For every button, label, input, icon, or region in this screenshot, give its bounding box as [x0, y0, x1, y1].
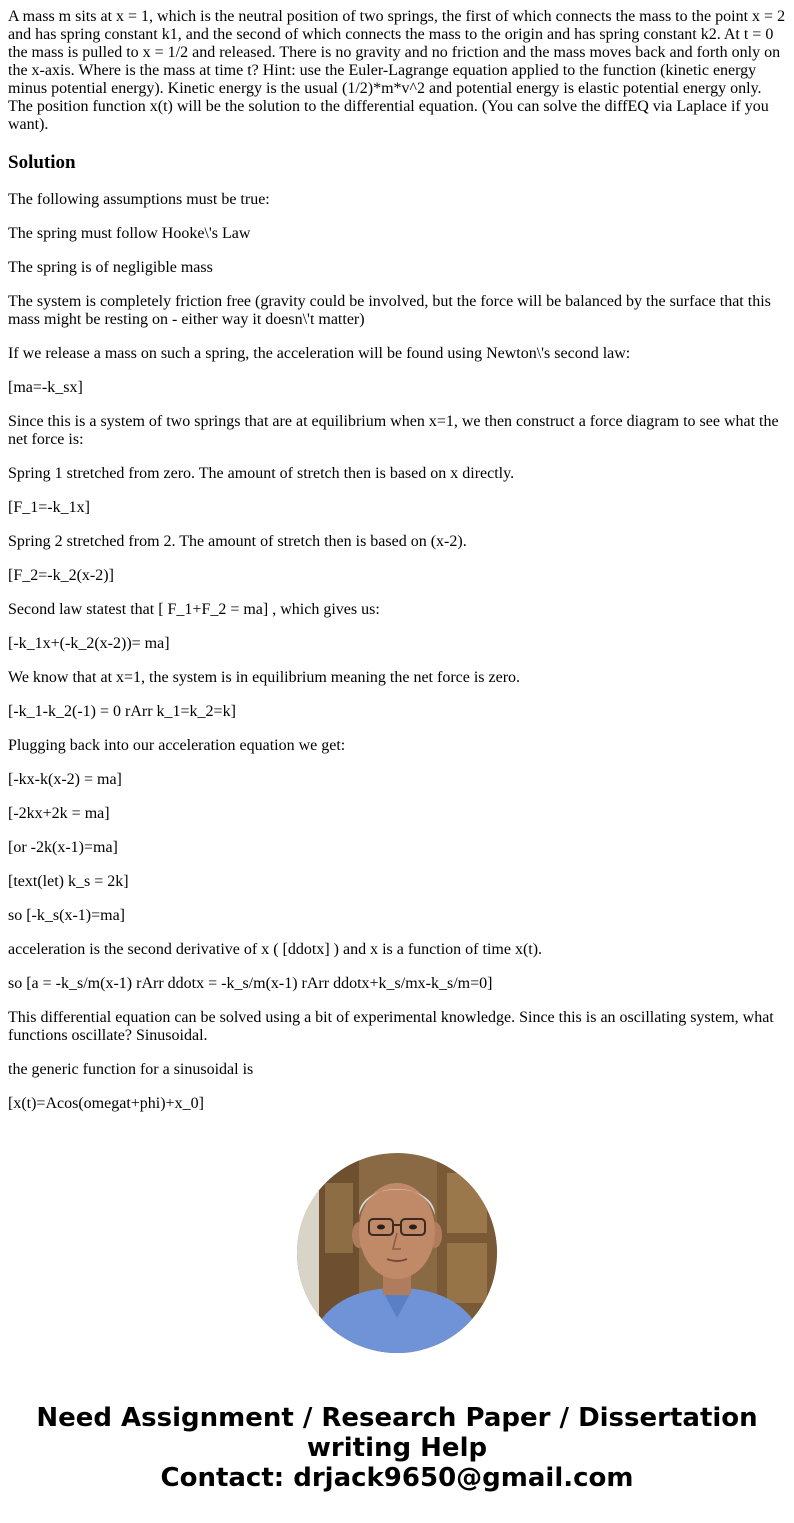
question-text: A mass m sits at x = 1, which is the neutral position of two springs, the first of which connects the mass to the point x = 2 and has spring constant k1, and the second of which connects the mass to the origin and has spring constant k2. At t = 0 the mass is pulled to x = 1/2 and released. There is no gravity and no friction and the mass moves back and forth only on the x-axis. Where is the mass at time t? Hint: use the Euler-Lagrange equation applied to the function (kinetic energy minus potential energy). Kinetic energy is the usual (1/2)*m*v^2 and potential energy is elastic potential energy only. The position function x(t) will be the solution to the differential equation. (You can solve the diffEQ via Laplace if you want). — [8, 8, 786, 133]
solution-paragraph: Plugging back into our acceleration equation we get: — [8, 737, 346, 754]
solution-paragraph: This differential equation can be solved using a bit of experimental knowledge. Since this is an oscillating system, what functions oscillate? Sinusoidal. — [8, 1009, 774, 1044]
solution-heading: Solution — [8, 152, 76, 173]
equation-text: [F_2=-k_2(x-2)] — [8, 567, 114, 584]
footer-contact-line: Contact: drjack9650@gmail.com — [160, 1463, 634, 1493]
solution-document — [8, 8, 786, 1129]
equation-text: [-2kx+2k = ma] — [8, 805, 110, 822]
equation-text: [F_1=-k_1x] — [8, 499, 90, 516]
equation-text: [or -2k(x-1)=ma] — [8, 839, 118, 856]
footer-line: Need Assignment / Research Paper / Dissertation — [36, 1403, 758, 1433]
solution-paragraph: the generic function for a sinusoidal is — [8, 1061, 254, 1078]
solution-paragraph: The following assumptions must be true: — [8, 191, 270, 208]
solution-paragraph: Since this is a system of two springs that are at equilibrium when x=1, we then construct a force diagram to see what the net force is: — [8, 413, 779, 448]
author-photo — [297, 1153, 497, 1353]
equation-text: [x(t)=Acos(omegat+phi)+x_0] — [8, 1095, 204, 1112]
solution-paragraph: The spring must follow Hooke\'s Law — [8, 225, 251, 242]
equation-text: [text(let) k_s = 2k] — [8, 873, 129, 890]
equation-text: so [-k_s(x-1)=ma] — [8, 907, 125, 924]
solution-paragraph: The spring is of negligible mass — [8, 259, 213, 276]
equation-text: [-kx-k(x-2) = ma] — [8, 771, 122, 788]
equation-text: [-k_1x+(-k_2(x-2))= ma] — [8, 635, 170, 652]
solution-paragraph: acceleration is the second derivative of x ( [ddotx] ) and x is a function of time x(t). — [8, 941, 543, 958]
equation-text: [ma=-k_sx] — [8, 379, 83, 396]
equation-text: [-k_1-k_2(-1) = 0 rArr k_1=k_2=k] — [8, 703, 236, 720]
solution-paragraph: Spring 2 stretched from 2. The amount of stretch then is based on (x-2). — [8, 533, 467, 550]
solution-paragraph: If we release a mass on such a spring, the acceleration will be found using Newton\'s second law: — [8, 345, 631, 362]
footer-line: writing Help — [306, 1433, 488, 1463]
footer-contact-banner — [0, 1403, 794, 1493]
equation-text: so [a = -k_s/m(x-1) rArr ddotx = -k_s/m(x-1) rArr ddotx+k_s/mx-k_s/m=0] — [8, 975, 493, 992]
solution-paragraph: We know that at x=1, the system is in equilibrium meaning the net force is zero. — [8, 669, 521, 686]
solution-paragraph: Spring 1 stretched from zero. The amount of stretch then is based on x directly. — [8, 465, 515, 482]
solution-paragraph: The system is completely friction free (gravity could be involved, but the force will be balanced by the surface that this mass might be resting on - either way it doesn\'t matter) — [8, 293, 771, 328]
solution-paragraph: Second law statest that [ F_1+F_2 = ma] , which gives us: — [8, 601, 380, 618]
author-avatar — [297, 1153, 497, 1353]
